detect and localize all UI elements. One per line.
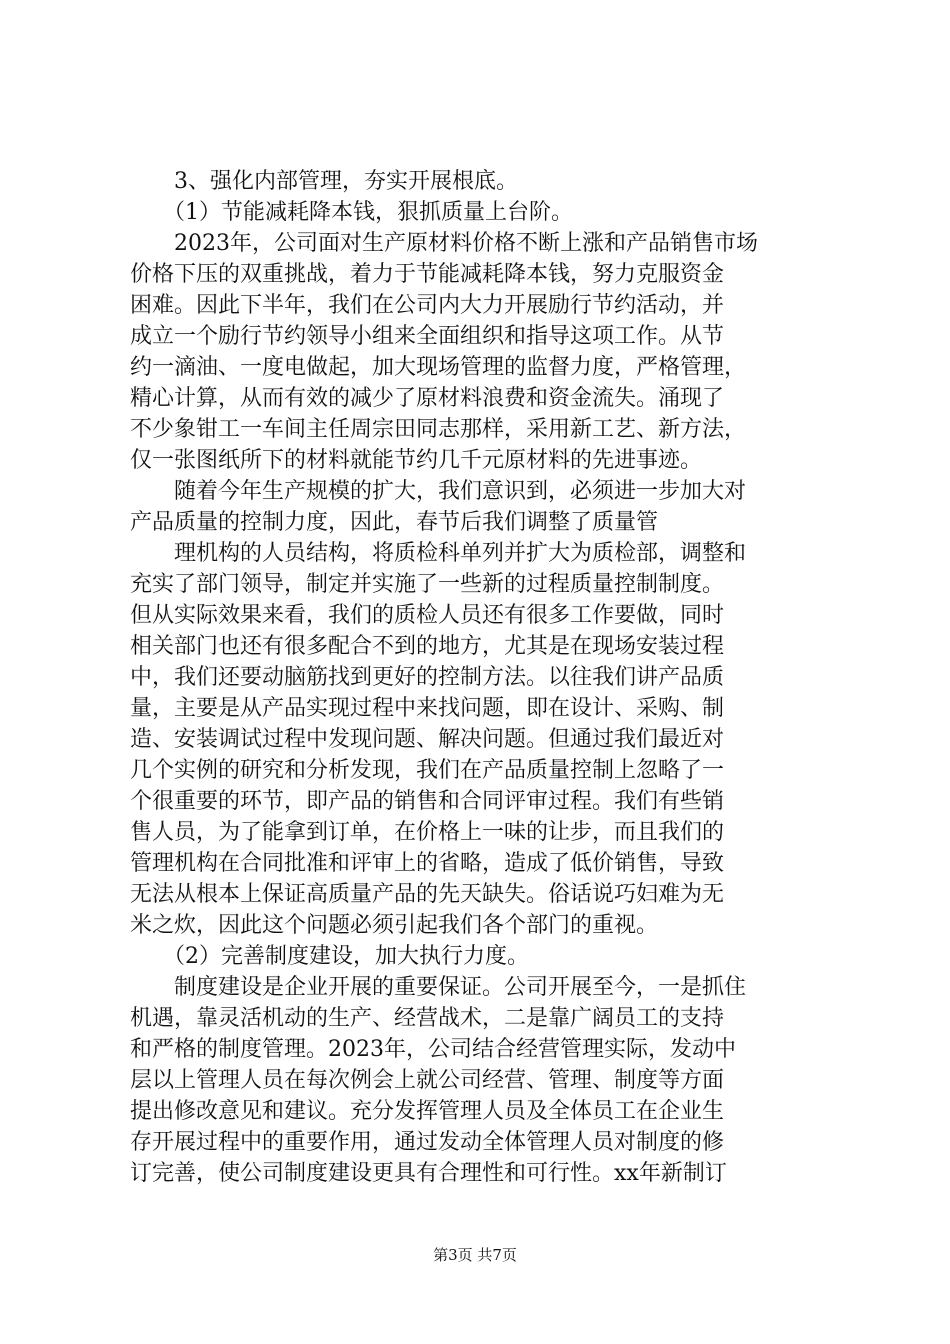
- body-line: 价格下压的双重挑战，着力于节能减耗降本钱，努力克服资金: [130, 262, 725, 287]
- body-line: 但从实际效果来看，我们的质检人员还有很多工作要做，同时: [130, 603, 725, 628]
- body-line: 精心计算，从而有效的减少了原材料浪费和资金流失。涌现了: [130, 386, 725, 411]
- body-line: 无法从根本上保证高质量产品的先天缺失。俗话说巧妇难为无: [130, 882, 725, 907]
- body-line: 不少象钳工一车间主任周宗田同志那样，采用新工艺、新方法，: [130, 417, 747, 442]
- body-line: 造、安装调试过程中发现问题、解决问题。但通过我们最近对: [130, 727, 725, 752]
- body-line: 提出修改意见和建议。充分发挥管理人员及全体员工在企业生: [130, 1099, 725, 1124]
- body-line: 产品质量的控制力度，因此，春节后我们调整了质量管: [130, 510, 659, 535]
- body-line: 售人员，为了能拿到订单，在价格上一味的让步，而且我们的: [130, 820, 725, 845]
- page-footer: [0, 1245, 950, 1265]
- page-number: 第3页 共7页: [433, 1246, 517, 1264]
- body-line: 困难。因此下半年，我们在公司内大力开展励行节约活动，并: [130, 293, 725, 318]
- body-line: 仅一张图纸所下的材料就能节约几千元原材料的先进事迹。: [130, 448, 703, 473]
- body-line: 机遇，靠灵活机动的生产、经营战术，二是靠广阔员工的支持: [130, 1006, 725, 1031]
- body-line: 随着今年生产规模的扩大，我们意识到，必须进一步加大对: [130, 479, 747, 504]
- body-line: 几个实例的研究和分析发现，我们在产品质量控制上忽略了一: [130, 758, 725, 783]
- body-line: 和严格的制度管理。2023年，公司结合经营管理实际，发动中: [130, 1037, 736, 1062]
- body-line: 量，主要是从产品实现过程中来找问题，即在设计、采购、制: [130, 696, 725, 721]
- body-line: 个很重要的环节，即产品的销售和合同评审过程。我们有些销: [130, 789, 725, 814]
- body-line: 管理机构在合同批准和评审上的省略，造成了低价销售，导致: [130, 851, 725, 876]
- body-line: 订完善，使公司制度建设更具有合理性和可行性。xx年新制订: [130, 1161, 727, 1186]
- body-line: 充实了部门领导，制定并实施了一些新的过程质量控制制度。: [130, 572, 725, 597]
- body-line: 制度建设是企业开展的重要保证。公司开展至今，一是抓住: [130, 975, 747, 1000]
- document-body: [130, 166, 830, 1189]
- body-line: 中，我们还要动脑筋找到更好的控制方法。以往我们讲产品质: [130, 665, 725, 690]
- body-line: 米之炊，因此这个问题必须引起我们各个部门的重视。: [130, 913, 659, 938]
- body-line: 3、强化内部管理，夯实开展根底。: [130, 169, 518, 194]
- body-line: （1）节能减耗降本钱，狠抓质量上台阶。: [130, 200, 573, 225]
- body-line: 成立一个励行节约领导小组来全面组织和指导这项工作。从节: [130, 324, 725, 349]
- body-line: 理机构的人员结构，将质检科单列并扩大为质检部，调整和: [130, 541, 747, 566]
- body-line: 相关部门也还有很多配合不到的地方，尤其是在现场安装过程: [130, 634, 725, 659]
- body-line: 存开展过程中的重要作用，通过发动全体管理人员对制度的修: [130, 1130, 725, 1155]
- body-line: （2）完善制度建设，加大执行力度。: [130, 944, 529, 969]
- body-line: 约一滴油、一度电做起，加大现场管理的监督力度，严格管理，: [130, 355, 747, 380]
- body-line: 2023年，公司面对生产原材料价格不断上涨和产品销售市场: [130, 231, 758, 256]
- body-line: 层以上管理人员在每次例会上就公司经营、管理、制度等方面: [130, 1068, 725, 1093]
